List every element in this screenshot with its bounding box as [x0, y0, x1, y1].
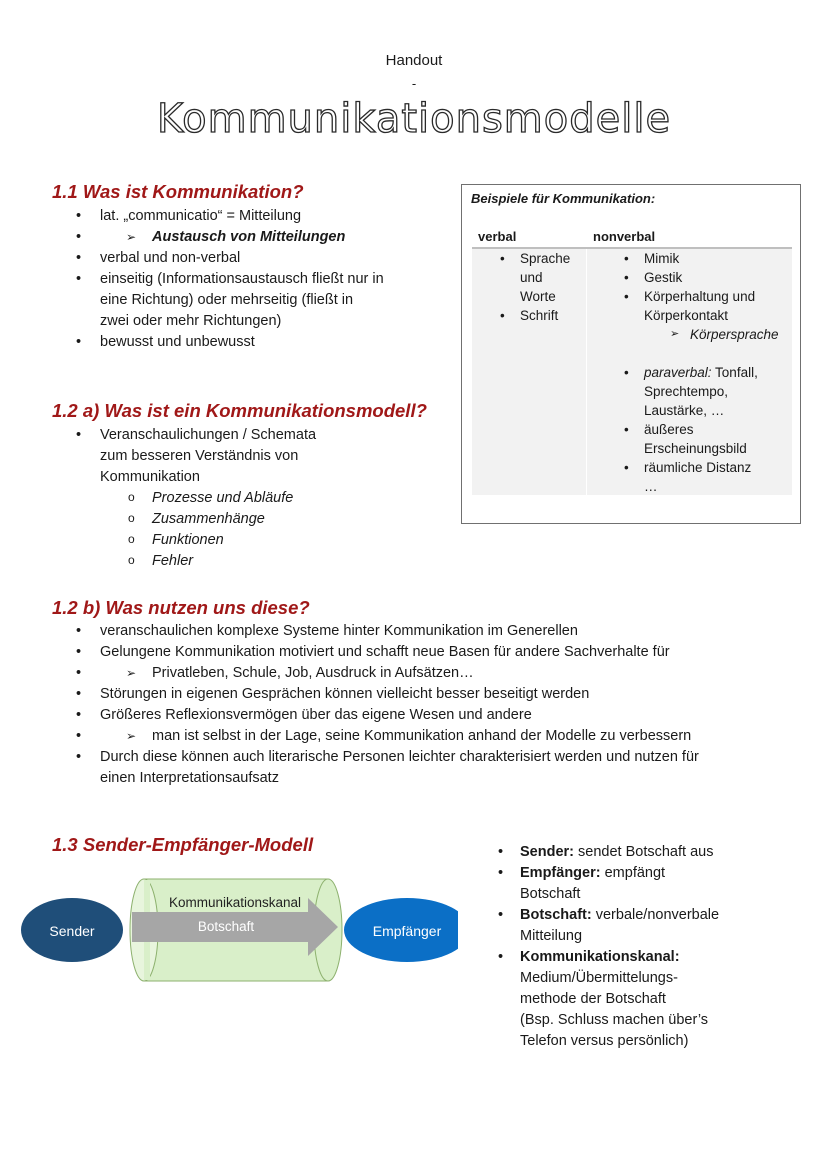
section-1-2b-list	[52, 621, 792, 789]
list-item	[52, 747, 792, 789]
definition-text: methode der Botschaft	[520, 991, 666, 1007]
list-item-text: Gestik	[644, 270, 683, 285]
list-item-text: und	[520, 270, 543, 285]
list-item-text: verbal und non-verbal	[100, 250, 241, 266]
examples-box	[461, 184, 801, 524]
page-title: Kommunikationsmodelle	[156, 96, 672, 142]
section-1-2a-sublist	[52, 488, 452, 572]
paraverbal-label: paraverbal:	[644, 365, 712, 380]
section-heading-1-1: 1.1 Was ist Kommunikation?	[52, 181, 304, 202]
circle-subitem: o Fehler	[52, 551, 452, 572]
list-item-text: …	[644, 479, 658, 494]
list-item	[52, 425, 452, 488]
list-item	[616, 477, 796, 496]
list-item	[52, 269, 452, 332]
list-item	[616, 363, 796, 420]
section-heading-1-2b: 1.2 b) Was nutzen uns diese?	[52, 597, 310, 618]
examples-title: Beispiele für Kommunikation:	[471, 191, 656, 206]
section-heading-1-2a: 1.2 a) Was ist ein Kommunikationsmodell?	[52, 400, 427, 421]
list-item	[494, 842, 794, 863]
list-item-text: • Durch diese können auch literarische Personen leichter charakterisiert werden und nutzen für	[100, 749, 699, 765]
list-item	[52, 332, 452, 353]
list-item-text: Tonfall,	[711, 365, 758, 380]
definition-term: Kommunikationskanal:	[520, 949, 680, 965]
list-item-text: • Körperhaltung und	[644, 289, 756, 304]
list-item-text: räumliche Distanz	[644, 460, 752, 475]
list-item-text: zwei oder mehr Richtungen)	[100, 313, 282, 329]
definition-text: Mitteilung	[520, 928, 583, 944]
list-item-text: bewusst und unbewusst	[100, 334, 255, 350]
list-item-sub	[52, 663, 792, 684]
handout-label: Handout	[385, 52, 443, 69]
nonverbal-list	[616, 249, 796, 325]
list-item	[494, 863, 794, 905]
title-dash: -	[411, 76, 417, 91]
section-1-1-list	[52, 206, 452, 353]
list-item-text: • Sprache	[520, 251, 571, 266]
list-item	[494, 947, 794, 1052]
arrow-subitem: ➢ • Privatleben, Schule, Job, Ausdruck in Aufsätzen…	[52, 663, 792, 684]
list-item	[52, 684, 792, 705]
section-heading-1-3: 1.3 Sender-Empfänger-Modell	[52, 834, 314, 855]
definition-text: Botschaft	[520, 886, 581, 902]
list-item-sub	[52, 726, 792, 747]
definition-text: Medium/Übermittelungs-	[520, 970, 678, 986]
nonverbal-list-2	[616, 363, 796, 496]
receiver-label: Empfänger	[372, 923, 442, 939]
list-item-text: • einseitig (Informationsaustausch fließt nur in	[100, 271, 384, 287]
sender-label: Sender	[49, 923, 95, 939]
column-header-nonverbal: nonverbal	[593, 229, 656, 244]
definition-text: verbale/nonverbale	[591, 907, 720, 923]
list-item-text: • Veranschaulichungen / Schemata	[100, 427, 317, 443]
circle-subitem: o Zusammenhänge	[52, 509, 452, 530]
list-item	[616, 420, 796, 458]
list-item-text: Laustärke, …	[644, 403, 725, 418]
arrow-subitem: ➢ • man ist selbst in der Lage, seine Kommunikation anhand der Modelle zu verbessern	[52, 726, 792, 747]
list-item	[52, 621, 792, 642]
list-item-text: Störungen in eigenen Gesprächen können vielleicht besser beseitigt werden	[100, 686, 590, 702]
definitions-list	[494, 842, 794, 1052]
arrow-subitem: ➢ Körpersprache	[616, 325, 828, 344]
list-item	[494, 905, 794, 947]
definition-text: (Bsp. Schluss machen über’s	[520, 1012, 709, 1028]
column-header-verbal: verbal	[478, 229, 517, 244]
list-item	[492, 249, 586, 306]
list-item-text: Kommunikation	[100, 469, 200, 485]
list-item-text: eine Richtung) oder mehrseitig (fließt in	[100, 292, 354, 308]
list-item	[52, 642, 792, 663]
list-item-text: Sprechtempo,	[644, 384, 729, 399]
sender-receiver-diagram	[18, 872, 458, 987]
definition-term: Botschaft:	[520, 907, 592, 923]
list-item-text: Gelungene Kommunikation motiviert und schafft neue Basen für andere Sachverhalte für	[100, 644, 670, 660]
list-item-text: Worte	[520, 289, 556, 304]
list-item	[492, 306, 586, 325]
list-item	[616, 249, 796, 268]
list-item	[52, 248, 452, 269]
channel-label: Kommunikationskanal	[168, 895, 302, 910]
circle-subitem: o Funktionen	[52, 530, 452, 551]
list-item	[616, 268, 796, 287]
list-item	[52, 705, 792, 726]
list-item-text: • äußeres	[644, 422, 694, 437]
list-item-text: einen Interpretationsaufsatz	[100, 770, 279, 786]
verbal-list	[492, 249, 586, 325]
list-item-text: zum besseren Verständnis von	[100, 448, 299, 464]
definition-term: Sender:	[520, 844, 574, 860]
arrow-subitem: ➢ • Austausch von Mitteilungen	[52, 227, 452, 248]
list-item-text: Mimik	[644, 251, 680, 266]
definition-term: Empfänger:	[520, 865, 601, 881]
message-label: Botschaft	[197, 919, 255, 934]
list-item	[616, 458, 796, 477]
list-item-text: Körperkontakt	[644, 308, 729, 323]
definition-text: sendet Botschaft aus	[574, 844, 714, 860]
list-item-text: Größeres Reflexionsvermögen über das eigene Wesen und andere	[100, 707, 532, 723]
list-item-text: Erscheinungsbild	[644, 441, 747, 456]
list-item	[52, 206, 452, 227]
definition-text: empfängt	[600, 865, 666, 881]
definition-text: Telefon versus persönlich)	[520, 1033, 689, 1049]
list-item-text: Schrift	[520, 308, 559, 323]
section-1-2a-list	[52, 425, 452, 488]
list-item	[616, 287, 796, 325]
list-item-text: lat. „communicatio“ = Mitteilung	[100, 208, 302, 224]
list-item-sub	[52, 227, 452, 248]
list-item-text: veranschaulichen komplexe Systeme hinter Kommunikation im Generellen	[100, 623, 578, 639]
circle-subitem: o Prozesse und Abläufe	[52, 488, 452, 509]
